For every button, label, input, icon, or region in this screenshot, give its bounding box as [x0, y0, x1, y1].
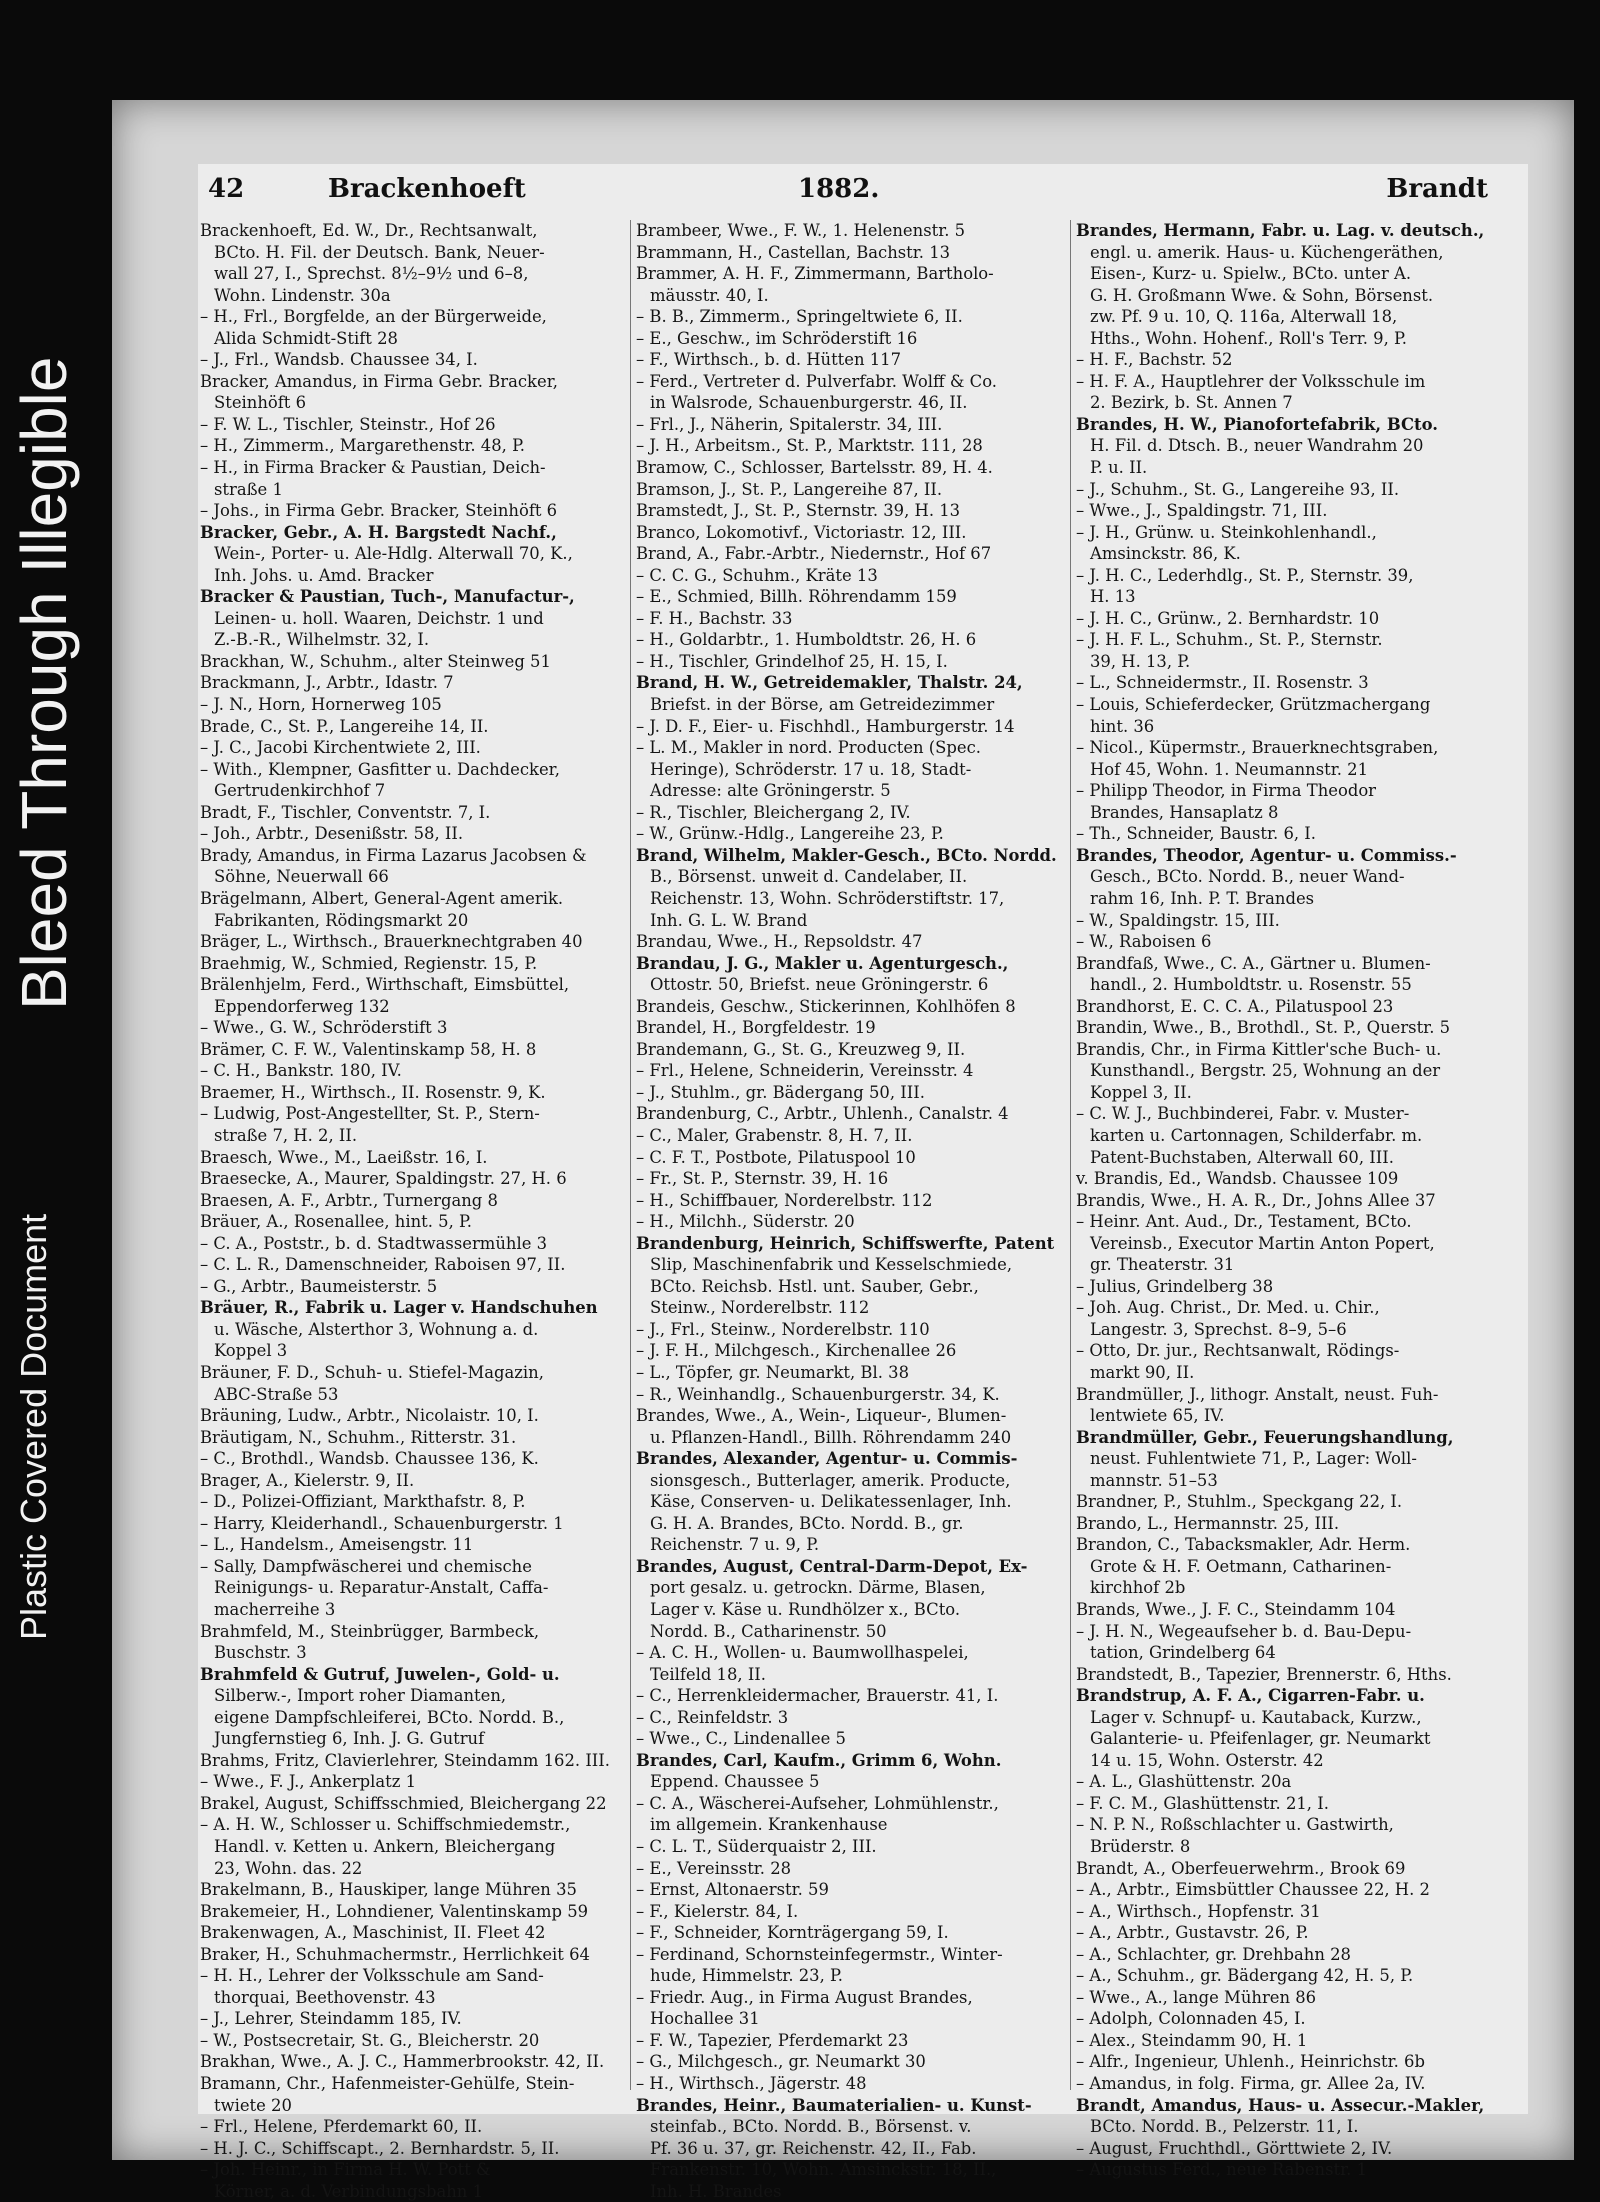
directory-entry-line: Frankenstr. 10, Wohn. Amsinckstr. 18, II., [650, 2160, 997, 2180]
directory-entry-line: – C., Herrenkleidermacher, Brauerstr. 41, I. [636, 1686, 999, 1706]
directory-entry-line: Wein-, Porter- u. Ale-Hdlg. Alterwall 70, K., [214, 544, 573, 564]
directory-entry-line: Brand, A., Fabr.-Arbtr., Niedernstr., Hof 67 [636, 544, 992, 564]
directory-entry-line: Alida Schmidt-Stift 28 [214, 328, 398, 348]
directory-entry-line: H. Fil. d. Dtsch. B., neuer Wandrahm 20 [1090, 436, 1424, 456]
directory-entry-line: Fabrikanten, Rödingsmarkt 20 [214, 910, 469, 930]
directory-entry-line: – Frl., Helene, Schneiderin, Vereinsstr. 4 [636, 1061, 974, 1081]
directory-entry-line: Brandin, Wwe., B., Brothdl., St. P., Querstr. 5 [1076, 1018, 1451, 1038]
directory-entry-line: – Johs., in Firma Gebr. Bracker, Steinhöft 6 [200, 501, 558, 521]
directory-entry-line: Reichenstr. 7 u. 9, P. [650, 1535, 820, 1555]
directory-entry-line: – C. C. G., Schuhm., Kräte 13 [636, 565, 878, 585]
page-content [198, 164, 1528, 2201]
directory-entry-line: markt 90, II. [1090, 1362, 1195, 1382]
directory-entry-line: steinfab., BCto. Nordd. B., Börsenst. v. [650, 2117, 972, 2137]
directory-entry-line: twiete 20 [214, 2095, 292, 2115]
directory-entry-line: Braehmig, W., Schmied, Regienstr. 15, P. [200, 953, 538, 973]
directory-entry-line: – Joh., Arbtr., Desenißstr. 58, II. [200, 824, 464, 844]
directory-entry-line: – D., Polizei-Offiziant, Markthafstr. 8, P. [200, 1492, 526, 1512]
scan-side-label [8, 0, 88, 2177]
directory-entry-line: Galanterie- u. Pfeifenlager, gr. Neumarkt [1090, 1729, 1431, 1749]
directory-entry-line: – A., Arbtr., Eimsbüttler Chaussee 22, H. 2 [1076, 1880, 1430, 1900]
directory-entry-line: Lager v. Käse u. Rundhölzer x., BCto. [650, 1600, 961, 1619]
directory-entry-line: straße 7, H. 2, II. [214, 1125, 358, 1145]
directory-entry-line: Buschstr. 3 [214, 1643, 307, 1663]
directory-entry-line: handl., 2. Humboldtstr. u. Rosenstr. 55 [1090, 975, 1412, 995]
directory-entry-line: – A., Schlachter, gr. Drehbahn 28 [1076, 1944, 1351, 1964]
directory-entry-line: Brager, A., Kielerstr. 9, II. [200, 1470, 415, 1490]
directory-entry-line: Brandenburg, C., Arbtr., Uhlenh., Canalstr. 4 [636, 1104, 1009, 1124]
running-head-left: Brackenhoeft [328, 174, 526, 204]
directory-entry-line: G. H. Großmann Wwe. & Sohn, Börsenst. [1090, 285, 1434, 305]
directory-entry-line: – J. H. C., Grünw., 2. Bernhardstr. 10 [1076, 608, 1380, 628]
directory-entry-line: Bramstedt, J., St. P., Sternstr. 39, H. 13 [636, 501, 961, 521]
directory-entry-line: Brando, L., Hermannstr. 25, III. [1076, 1513, 1340, 1533]
directory-entry-line: Eppendorferweg 132 [214, 996, 390, 1016]
directory-entry-line: – Wwe., A., lange Mühren 86 [1076, 1987, 1317, 2007]
directory-entry-line: Braesen, A. F., Arbtr., Turnergang 8 [200, 1190, 498, 1210]
directory-entry-line: Bramson, J., St. P., Langereihe 87, II. [636, 479, 943, 499]
directory-entry-line: – C. L. R., Damenschneider, Raboisen 97, II. [200, 1255, 566, 1275]
directory-entry-line: – J., Stuhlm., gr. Bädergang 50, III. [636, 1082, 925, 1102]
directory-entry-line: v. Brandis, Ed., Wandsb. Chaussee 109 [1076, 1169, 1399, 1189]
directory-entry-line: – E., Schmied, Billh. Röhrendamm 159 [636, 587, 957, 607]
directory-entry-line: hude, Himmelstr. 23, P. [650, 1966, 843, 1986]
directory-entry-line: – H., Goldarbtr., 1. Humboldtstr. 26, H. 6 [636, 630, 977, 650]
directory-entry-line: Körner, a. d. Verbindungsbahn 1 [214, 2181, 484, 2201]
directory-entry-line: Patent-Buchstaben, Alterwall 60, III. [1090, 1147, 1394, 1167]
directory-entry-line: Silberw.-, Import roher Diamanten, [214, 1686, 507, 1706]
directory-entry-line: Bräuning, Ludw., Arbtr., Nicolaistr. 10, I. [200, 1406, 539, 1426]
directory-entry-line: – Ludwig, Post-Angestellter, St. P., Stern- [200, 1104, 540, 1124]
directory-entry-line: – Frl., Helene, Pferdemarkt 60, II. [200, 2117, 483, 2137]
directory-entry-line: – C., Brothdl., Wandsb. Chaussee 136, K. [200, 1449, 539, 1469]
directory-entry-line: G. H. A. Brandes, BCto. Nordd. B., gr. [650, 1513, 964, 1533]
directory-entry-line: – J. H. C., Lederhdlg., St. P., Sternstr. 39, [1076, 565, 1414, 585]
directory-entry-line: Brakenwagen, A., Maschinist, II. Fleet 42 [200, 1923, 546, 1943]
page-header [198, 174, 1528, 214]
directory-entry-line: – H., Wirthsch., Jägerstr. 48 [636, 2074, 867, 2094]
directory-entry-line: Brand, Wilhelm, Makler-Gesch., BCto. Nordd. [636, 845, 1057, 865]
directory-entry-line: Brackhan, W., Schuhm., alter Steinweg 51 [200, 651, 551, 671]
directory-entry-line: – H., Milchh., Süderstr. 20 [636, 1212, 855, 1232]
directory-entry-line: Brammann, H., Castellan, Bachstr. 13 [636, 242, 951, 262]
directory-entry-line: Grote & H. F. Oetmann, Catharinen- [1090, 1556, 1392, 1576]
directory-entry-line: Brade, C., St. P., Langereihe 14, II. [200, 716, 489, 736]
directory-entry-line: 2. Bezirk, b. St. Annen 7 [1090, 393, 1293, 413]
directory-entry-line: Eppend. Chaussee 5 [650, 1772, 820, 1792]
directory-entry-line: – C. A., Poststr., b. d. Stadtwassermühle 3 [200, 1233, 548, 1253]
directory-entry-line: Koppel 3 [214, 1341, 288, 1361]
directory-entry-line: – C., Maler, Grabenstr. 8, H. 7, II. [636, 1125, 913, 1145]
directory-entry-line: BCto. Nordd. B., Pelzerstr. 11, I. [1090, 2117, 1359, 2137]
directory-column-3 [1076, 220, 1501, 2180]
directory-entry-line: – J., Frl., Steinw., Norderelbstr. 110 [636, 1319, 930, 1339]
directory-entry-line: port gesalz. u. getrockn. Därme, Blasen, [650, 1578, 986, 1598]
directory-entry-line: Brandner, P., Stuhlm., Speckgang 22, I. [1076, 1492, 1403, 1512]
directory-entry-line: Steinhöft 6 [214, 393, 307, 413]
directory-entry-line: Brägelmann, Albert, General-Agent amerik. [200, 888, 564, 908]
directory-entry-line: – W., Spaldingstr. 15, III. [1076, 910, 1280, 930]
directory-entry-line: Hof 45, Wohn. 1. Neumannstr. 21 [1090, 759, 1369, 779]
directory-entry-line: Brandhorst, E. C. C. A., Pilatuspool 23 [1076, 996, 1394, 1016]
directory-page [112, 100, 1574, 2201]
directory-entry-line: engl. u. amerik. Haus- u. Küchengeräthen, [1090, 242, 1444, 262]
directory-entry-line: wall 27, I., Sprechst. 8½–9½ und 6–8, [214, 264, 529, 284]
directory-entry-line: Briefst. in der Börse, am Getreidezimmer [650, 695, 995, 715]
directory-entry-line: – C. W. J., Buchbinderei, Fabr. v. Muster- [1076, 1104, 1410, 1124]
directory-entry-line: – F. W., Tapezier, Pferdemarkt 23 [636, 2030, 909, 2050]
directory-entry-line: eigene Dampfschleiferei, BCto. Nordd. B., [214, 1707, 565, 1727]
directory-entry-line: – August, Fruchthdl., Görttwiete 2, IV. [1076, 2138, 1393, 2158]
directory-entry-line: Bräutigam, N., Schuhm., Ritterstr. 31. [200, 1427, 517, 1447]
directory-entry-line: – W., Postsecretair, St. G., Bleicherstr. 20 [200, 2030, 540, 2050]
directory-entry-line: – A. H. W., Schlosser u. Schiffschmiedemstr., [200, 1815, 571, 1835]
directory-entry-line: Brammer, A. H. F., Zimmermann, Bartholo- [636, 264, 994, 284]
directory-entry-line: – F. W. L., Tischler, Steinstr., Hof 26 [200, 414, 496, 434]
directory-entry-line: Brady, Amandus, in Firma Lazarus Jacobsen & [200, 845, 587, 865]
directory-entry-line: – Friedr. Aug., in Firma August Brandes, [636, 1987, 973, 2007]
directory-entry-line: – Julius, Grindelberg 38 [1076, 1276, 1274, 1296]
directory-entry-line: Brandenburg, Heinrich, Schiffswerfte, Patent [636, 1233, 1055, 1253]
directory-entry-line: – Amandus, in folg. Firma, gr. Allee 2a, IV. [1076, 2074, 1426, 2094]
directory-entry-line: Brandt, Amandus, Haus- u. Assecur.-Makler, [1076, 2095, 1485, 2115]
directory-entry-line: 23, Wohn. das. 22 [214, 1858, 363, 1878]
directory-entry-line: tation, Grindelberg 64 [1090, 1643, 1276, 1663]
directory-entry-line: – L. M., Makler in nord. Producten (Spec. [636, 738, 981, 758]
directory-entry-line: – L., Handelsm., Ameisengstr. 11 [200, 1535, 474, 1555]
directory-entry-line: Brandes, Carl, Kaufm., Grimm 6, Wohn. [636, 1750, 1002, 1770]
directory-entry-line: – H. J. C., Schiffscapt., 2. Bernhardstr. 5, II. [200, 2138, 560, 2158]
directory-entry-line: BCto. H. Fil. der Deutsch. Bank, Neuer- [214, 242, 545, 262]
directory-entry-line: – Augustus Ferd., neue Rabenstr. 1 [1076, 2160, 1367, 2180]
directory-entry-line: Slip, Maschinenfabrik und Kesselschmiede, [650, 1255, 1013, 1275]
directory-entry-line: Braemer, H., Wirthsch., II. Rosenstr. 9, K. [200, 1082, 546, 1102]
directory-entry-line: Bracker, Amandus, in Firma Gebr. Bracker, [200, 371, 558, 391]
directory-entry-line: Braesecke, A., Maurer, Spaldingstr. 27, H. 6 [200, 1169, 567, 1189]
directory-entry-line: – H. F., Bachstr. 52 [1076, 350, 1233, 370]
directory-entry-line: – W., Raboisen 6 [1076, 932, 1212, 952]
directory-entry-line: Brandes, Hermann, Fabr. u. Lag. v. deutsch., [1076, 221, 1485, 240]
directory-entry-line: Heringe), Schröderstr. 17 u. 18, Stadt- [650, 759, 972, 779]
directory-entry-line: – N. P. N., Roßschlachter u. Gastwirth, [1076, 1815, 1394, 1835]
directory-entry-line: – Louis, Schieferdecker, Grützmachergang [1076, 695, 1431, 715]
directory-entry-line: – H., Frl., Borgfelde, an der Bürgerweide, [200, 307, 547, 327]
directory-entry-line: – F. H., Bachstr. 33 [636, 608, 793, 628]
directory-entry-line: B., Börsenst. unweit d. Candelaber, II. [650, 867, 968, 887]
directory-entry-line: mäusstr. 40, I. [650, 285, 769, 305]
directory-entry-line: Brämer, C. F. W., Valentinskamp 58, H. 8 [200, 1039, 537, 1059]
directory-entry-line: Brandemann, G., St. G., Kreuzweg 9, II. [636, 1039, 966, 1059]
directory-entry-line: – Sally, Dampfwäscherei und chemische [200, 1556, 532, 1576]
directory-entry-line: in Walsrode, Schauenburgerstr. 46, II. [650, 393, 968, 413]
directory-entry-line: Z.-B.-R., Wilhelmstr. 32, I. [214, 630, 430, 650]
plastic-cover-notice: Plastic Covered Document [13, 1213, 54, 1640]
directory-entry-line: Bräuer, R., Fabrik u. Lager v. Handschuhen [200, 1298, 598, 1318]
directory-entry-line: – J. H., Grünw. u. Steinkohlenhandl., [1076, 522, 1377, 542]
directory-entry-line: Brakemeier, H., Lohndiener, Valentinskamp 59 [200, 1901, 589, 1921]
directory-entry-line: – Philipp Theodor, in Firma Theodor [1076, 781, 1377, 801]
directory-entry-line: – C. H., Bankstr. 180, IV. [200, 1061, 402, 1081]
directory-entry-line: Koppel 3, II. [1090, 1082, 1192, 1102]
directory-entry-line: – Fr., St. P., Sternstr. 39, H. 16 [636, 1169, 889, 1189]
directory-entry-line: Brandt, A., Oberfeuerwehrm., Brook 69 [1076, 1858, 1406, 1878]
directory-entry-line: Nordd. B., Catharinenstr. 50 [650, 1621, 887, 1641]
directory-entry-line: – With., Klempner, Gasfitter u. Dachdecker, [200, 759, 560, 779]
directory-entry-line: – Heinr. Ant. Aud., Dr., Testament, BCto. [1076, 1212, 1412, 1232]
directory-entry-line: Brakelmann, B., Hauskiper, lange Mühren 35 [200, 1880, 577, 1900]
directory-entry-line: rahm 16, Inh. P. T. Brandes [1090, 888, 1315, 908]
directory-entry-line: Braker, H., Schuhmachermstr., Herrlichkeit 64 [200, 1944, 590, 1964]
directory-entry-line: – A., Wirthsch., Hopfenstr. 31 [1076, 1901, 1321, 1921]
directory-entry-line: – J., Lehrer, Steindamm 185, IV. [200, 2009, 462, 2029]
directory-entry-line: – G., Milchgesch., gr. Neumarkt 30 [636, 2052, 926, 2072]
directory-entry-line: – C. F. T., Postbote, Pilatuspool 10 [636, 1147, 916, 1167]
directory-entry-line: Brandes, Heinr., Baumaterialien- u. Kunst- [636, 2095, 1032, 2115]
directory-entry-line: Gertrudenkirchhof 7 [214, 781, 386, 801]
directory-entry-line: Kunsthandl., Bergstr. 25, Wohnung an der [1090, 1061, 1441, 1081]
directory-entry-line: – A. C. H., Wollen- u. Baumwollhaspelei, [636, 1643, 969, 1663]
directory-entry-line: Brandstrup, A. F. A., Cigarren-Fabr. u. [1076, 1686, 1425, 1706]
directory-entry-line: – J. H. F. L., Schuhm., St. P., Sternstr. [1076, 630, 1383, 650]
directory-entry-line: – H., Zimmerm., Margarethenstr. 48, P. [200, 436, 525, 456]
directory-entry-line: karten u. Cartonnagen, Schilderfabr. m. [1090, 1125, 1423, 1145]
directory-entry-line: 39, H. 13, P. [1090, 651, 1191, 671]
directory-entry-line: Brahms, Fritz, Clavierlehrer, Steindamm 162. III. [200, 1750, 610, 1770]
directory-entry-line: Jungfernstieg 6, Inh. J. G. Gutruf [214, 1729, 485, 1749]
directory-entry-line: – A., Schuhm., gr. Bädergang 42, H. 5, P. [1076, 1966, 1414, 1986]
directory-entry-line: Brandeis, Geschw., Stickerinnen, Kohlhöfen 8 [636, 996, 1016, 1016]
directory-entry-line: Bramow, C., Schlosser, Bartelsstr. 89, H. 4. [636, 458, 993, 478]
directory-entry-line: Lager v. Schnupf- u. Kautaback, Kurzw., [1090, 1707, 1422, 1727]
directory-entry-line: zw. Pf. 9 u. 10, Q. 116a, Alterwall 18, [1090, 307, 1398, 327]
directory-entry-line: Bräuer, A., Rosenallee, hint. 5, P. [200, 1212, 472, 1232]
directory-entry-line: – H. F. A., Hauptlehrer der Volksschule im [1076, 371, 1426, 391]
directory-entry-line: Vereinsb., Executor Martin Anton Popert, [1090, 1233, 1435, 1253]
directory-entry-line: – Ferd., Vertreter d. Pulverfabr. Wolff & Co. [636, 371, 998, 391]
directory-entry-line: – Alex., Steindamm 90, H. 1 [1076, 2030, 1308, 2050]
directory-entry-line: – J., Frl., Wandsb. Chaussee 34, I. [200, 350, 478, 370]
directory-entry-line: Brandon, C., Tabacksmakler, Adr. Herm. [1076, 1535, 1411, 1555]
directory-entry-line: – Wwe., F. J., Ankerplatz 1 [200, 1772, 417, 1792]
directory-entry-line: – G., Arbtr., Baumeisterstr. 5 [200, 1276, 438, 1296]
directory-entry-line: – Otto, Dr. jur., Rechtsanwalt, Rödings- [1076, 1341, 1400, 1361]
directory-entry-line: – Ferdinand, Schornsteinfegermstr., Winter- [636, 1944, 1003, 1964]
bleed-through-notice: Bleed Through Illegible [8, 356, 80, 1010]
directory-entry-line: – A. L., Glashüttenstr. 20a [1076, 1772, 1292, 1792]
directory-entry-line: lentwiete 65, IV. [1090, 1406, 1225, 1426]
directory-entry-line: – L., Schneidermstr., II. Rosenstr. 3 [1076, 673, 1369, 693]
directory-entry-line: Brälenhjelm, Ferd., Wirthschaft, Eimsbüttel, [200, 975, 570, 995]
directory-entry-line: – W., Grünw.-Hdlg., Langereihe 23, P. [636, 824, 944, 844]
directory-entry-line: Brandes, Hansaplatz 8 [1090, 802, 1279, 822]
directory-column-1 [200, 220, 625, 2201]
directory-entry-line: neust. Fuhlentwiete 71, P., Lager: Woll- [1090, 1449, 1417, 1469]
directory-entry-line: Brandau, J. G., Makler u. Agenturgesch., [636, 953, 1009, 973]
directory-entry-line: – Frl., J., Näherin, Spitalerstr. 34, III. [636, 414, 943, 434]
directory-entry-line: Pf. 36 u. 37, gr. Reichenstr. 42, II., Fab. [650, 2138, 977, 2158]
directory-entry-line: Brandmüller, J., lithogr. Anstalt, neust. Fuh- [1076, 1384, 1439, 1404]
directory-entry-line: – Alfr., Ingenieur, Uhlenh., Heinrichstr. 6b [1076, 2052, 1425, 2072]
directory-entry-line: – Harry, Kleiderhandl., Schauenburgerstr. 1 [200, 1513, 564, 1533]
directory-entry-line: Brandes, Wwe., A., Wein-, Liqueur-, Blumen- [636, 1406, 1007, 1426]
directory-entry-line: – J., Schuhm., St. G., Langereihe 93, II. [1076, 479, 1400, 499]
directory-entry-line: – E., Vereinsstr. 28 [636, 1858, 792, 1878]
directory-entry-line: u. Pflanzen-Handl., Billh. Röhrendamm 240 [650, 1427, 1012, 1447]
directory-entry-line: – R., Weinhandlg., Schauenburgerstr. 34, K. [636, 1384, 1000, 1404]
directory-entry-line: Brandis, Chr., in Firma Kittler'sche Buch- u. [1076, 1039, 1442, 1059]
directory-entry-line: Bramann, Chr., Hafenmeister-Gehülfe, Stein- [200, 2074, 575, 2094]
directory-entry-line: Brahmfeld, M., Steinbrügger, Barmbeck, [200, 1621, 540, 1641]
page-number: 42 [208, 174, 245, 204]
directory-entry-line: Inh. H. Brandes [650, 2181, 782, 2201]
directory-entry-line: Handl. v. Ketten u. Ankern, Bleichergang [214, 1837, 556, 1857]
directory-entry-line: – H., Tischler, Grindelhof 25, H. 15, I. [636, 651, 948, 671]
directory-entry-line: – J. C., Jacobi Kirchentwiete 2, III. [200, 738, 481, 758]
directory-entry-line: Teilfeld 18, II. [650, 1664, 766, 1684]
directory-entry-line: im allgemein. Krankenhause [650, 1815, 888, 1835]
directory-entry-line: Bracker & Paustian, Tuch-, Manufactur-, [200, 587, 575, 607]
directory-entry-line: – Th., Schneider, Baustr. 6, I. [1076, 824, 1316, 844]
directory-entry-line: Eisen-, Kurz- u. Spielw., BCto. unter A. [1090, 264, 1412, 284]
directory-entry-line: – E., Geschw., im Schröderstift 16 [636, 328, 918, 348]
directory-entry-line: Brakhan, Wwe., A. J. C., Hammerbrookstr. 42, II. [200, 2052, 605, 2072]
directory-entry-line: – F., Kielerstr. 84, I. [636, 1901, 799, 1921]
directory-entry-line: u. Wäsche, Alsterthor 3, Wohnung a. d. [214, 1319, 539, 1339]
directory-entry-line: thorquai, Beethovenstr. 43 [214, 1987, 436, 2007]
directory-entry-line: Brüderstr. 8 [1090, 1837, 1191, 1857]
directory-entry-line: mannstr. 51–53 [1090, 1470, 1218, 1490]
directory-entry-line: Wohn. Lindenstr. 30a [214, 285, 391, 305]
directory-entry-line: – Ernst, Altonaerstr. 59 [636, 1880, 829, 1900]
directory-entry-line: – J. H., Arbeitsm., St. P., Marktstr. 111, 28 [636, 436, 983, 456]
column-divider [630, 220, 631, 2090]
directory-entry-line: – J. D. F., Eier- u. Fischhdl., Hamburgerstr. 14 [636, 716, 1015, 736]
directory-entry-line: Brandes, Theodor, Agentur- u. Commiss.- [1076, 845, 1457, 865]
directory-entry-line: Brandes, Alexander, Agentur- u. Commis- [636, 1449, 1018, 1469]
directory-entry-line: Braesch, Wwe., M., Laeißstr. 16, I. [200, 1147, 488, 1167]
directory-entry-line: Brandis, Wwe., H. A. R., Dr., Johns Allee 37 [1076, 1190, 1436, 1210]
directory-entry-line: – B. B., Zimmerm., Springeltwiete 6, II. [636, 307, 963, 327]
directory-entry-line: Brandau, Wwe., H., Repsoldstr. 47 [636, 932, 923, 952]
directory-entry-line: Brackmann, J., Arbtr., Idastr. 7 [200, 673, 454, 693]
directory-entry-line: Gesch., BCto. Nordd. B., neuer Wand- [1090, 867, 1405, 887]
directory-entry-line: – C. L. T., Süderquaistr 2, III. [636, 1837, 877, 1857]
directory-entry-line: 14 u. 15, Wohn. Osterstr. 42 [1090, 1750, 1324, 1770]
directory-entry-line: Branco, Lokomotivf., Victoriastr. 12, III. [636, 522, 967, 542]
directory-entry-line: – Wwe., G. W., Schröderstift 3 [200, 1018, 448, 1038]
directory-entry-line: – C., Reinfeldstr. 3 [636, 1707, 789, 1727]
directory-entry-line: Brambeer, Wwe., F. W., 1. Helenenstr. 5 [636, 221, 966, 240]
directory-entry-line: Bracker, Gebr., A. H. Bargstedt Nachf., [200, 522, 557, 542]
directory-entry-line: – R., Tischler, Bleichergang 2, IV. [636, 802, 911, 822]
directory-entry-line: Steinw., Norderelbstr. 112 [650, 1298, 870, 1318]
directory-entry-line: – H., in Firma Bracker & Paustian, Deich- [200, 458, 546, 478]
directory-entry-line: Brandfaß, Wwe., C. A., Gärtner u. Blumen- [1076, 953, 1431, 973]
directory-entry-line: Inh. Johs. u. Amd. Bracker [214, 565, 434, 585]
directory-entry-line: hint. 36 [1090, 716, 1155, 736]
directory-entry-line: Brakel, August, Schiffsschmied, Bleichergang 22 [200, 1793, 607, 1813]
running-head-right: Brandt [1386, 174, 1488, 204]
directory-entry-line: – J. N., Horn, Hornerweg 105 [200, 695, 442, 715]
directory-entry-line: H. 13 [1090, 587, 1136, 607]
directory-entry-line: Brandes, August, Central-Darm-Depot, Ex- [636, 1556, 1028, 1576]
directory-entry-line: Adresse: alte Gröningerstr. 5 [650, 781, 891, 801]
directory-entry-line: P. u. II. [1090, 458, 1148, 478]
directory-entry-line: Langestr. 3, Sprechst. 8–9, 5–6 [1090, 1319, 1347, 1339]
directory-entry-line: Brand, H. W., Getreidemakler, Thalstr. 24, [636, 673, 1023, 693]
directory-entry-line: – J. F. H., Milchgesch., Kirchenallee 26 [636, 1341, 957, 1361]
directory-entry-line: BCto. Reichsb. Hstl. unt. Sauber, Gebr., [650, 1276, 979, 1296]
directory-entry-line: Brackenhoeft, Ed. W., Dr., Rechtsanwalt, [200, 221, 538, 240]
directory-entry-line: – Joh. Aug. Christ., Dr. Med. u. Chir., [1076, 1298, 1380, 1318]
directory-entry-line: Ottostr. 50, Briefst. neue Gröningerstr. 6 [650, 975, 989, 995]
directory-entry-line: Inh. G. L. W. Brand [650, 910, 808, 930]
directory-entry-line: – L., Töpfer, gr. Neumarkt, Bl. 38 [636, 1362, 909, 1382]
directory-entry-line: – F., Wirthsch., b. d. Hütten 117 [636, 350, 902, 370]
directory-entry-line: gr. Theaterstr. 31 [1090, 1255, 1235, 1275]
directory-entry-line: Hths., Wohn. Hohenf., Roll's Terr. 9, P. [1090, 328, 1407, 348]
directory-entry-line: – Nicol., Küpermstr., Brauerknechtsgraben, [1076, 738, 1439, 758]
directory-entry-line: – Adolph, Colonnaden 45, I. [1076, 2009, 1306, 2029]
directory-entry-line: – Wwe., C., Lindenallee 5 [636, 1729, 846, 1749]
directory-entry-line: Brandmüller, Gebr., Feuerungshandlung, [1076, 1427, 1454, 1447]
directory-entry-line: Brandes, H. W., Pianofortefabrik, BCto. [1076, 414, 1438, 434]
page-year: 1882. [798, 174, 880, 204]
directory-entry-line: Bräuner, F. D., Schuh- u. Stiefel-Magazin, [200, 1362, 544, 1382]
directory-entry-line: – J. H. N., Wegeaufseher b. d. Bau-Depu- [1076, 1621, 1412, 1641]
directory-entry-line: Söhne, Neuerwall 66 [214, 867, 389, 887]
directory-entry-line: – Wwe., J., Spaldingstr. 71, III. [1076, 501, 1328, 521]
directory-entry-line: Hochallee 31 [650, 2009, 760, 2029]
directory-entry-line: – F. C. M., Glashüttenstr. 21, I. [1076, 1793, 1329, 1813]
directory-entry-line: ABC-Straße 53 [214, 1384, 339, 1404]
directory-entry-line: Käse, Conserven- u. Delikatessenlager, Inh. [650, 1492, 1012, 1512]
directory-entry-line: Reichenstr. 13, Wohn. Schröderstiftstr. 17, [650, 888, 1005, 908]
directory-entry-line: – C. A., Wäscherei-Aufseher, Lohmühlenstr., [636, 1793, 999, 1813]
directory-entry-line: macherreihe 3 [214, 1600, 336, 1619]
directory-entry-line: Brands, Wwe., J. F. C., Steindamm 104 [1076, 1600, 1396, 1619]
directory-entry-line: – Joh. Heinr., in Firma H. W. Pott & [200, 2160, 491, 2180]
directory-entry-line: Brahmfeld & Gutruf, Juwelen-, Gold- u. [200, 1664, 560, 1684]
directory-column-2 [636, 220, 1061, 2201]
directory-entry-line: Amsinckstr. 86, K. [1090, 544, 1241, 564]
directory-entry-line: – H. H., Lehrer der Volksschule am Sand- [200, 1966, 544, 1986]
directory-entry-line: Brandstedt, B., Tapezier, Brennerstr. 6, Hths. [1076, 1664, 1452, 1684]
directory-entry-line: Bräger, L., Wirthsch., Brauerknechtgraben 40 [200, 932, 583, 952]
directory-entry-line: – F., Schneider, Kornträgergang 59, I. [636, 1923, 949, 1943]
directory-entry-line: Reinigungs- u. Reparatur-Anstalt, Caffa- [214, 1578, 549, 1598]
directory-entry-line: – A., Arbtr., Gustavstr. 26, P. [1076, 1923, 1309, 1943]
directory-entry-line: kirchhof 2b [1090, 1578, 1186, 1598]
directory-entry-line: straße 1 [214, 479, 283, 499]
directory-entry-line: Leinen- u. holl. Waaren, Deichstr. 1 und [214, 608, 544, 628]
directory-entry-line: Bradt, F., Tischler, Conventstr. 7, I. [200, 802, 491, 822]
directory-entry-line: sionsgesch., Butterlager, amerik. Producte, [650, 1470, 1011, 1490]
directory-entry-line: – H., Schiffbauer, Norderelbstr. 112 [636, 1190, 933, 1210]
directory-entry-line: Brandel, H., Borgfeldestr. 19 [636, 1018, 876, 1038]
column-divider [1070, 220, 1071, 2090]
